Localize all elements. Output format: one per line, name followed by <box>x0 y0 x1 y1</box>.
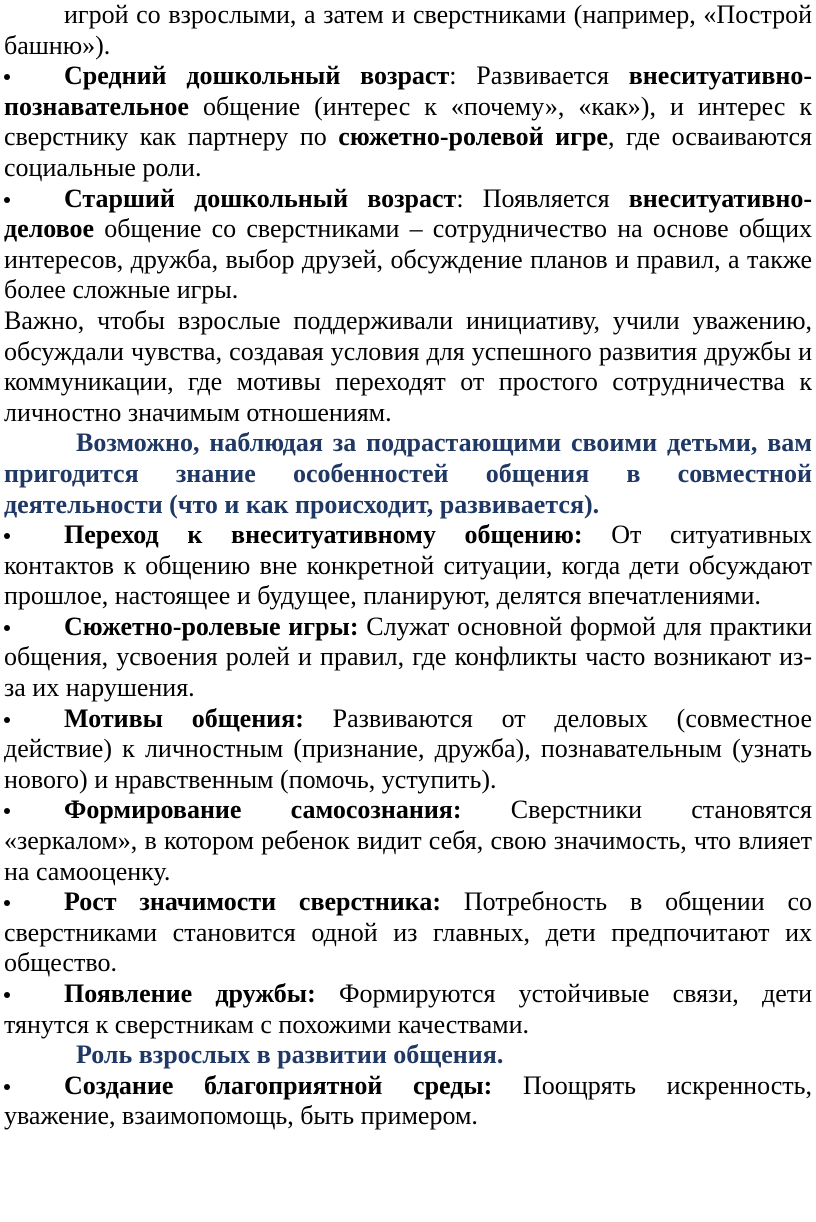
list-item-middle-preschool <box>4 61 812 183</box>
bullet-icon <box>4 74 10 80</box>
list-item-term: Появление дружбы: <box>64 979 316 1008</box>
section-heading: Возможно, наблюдая за подрастающими своими детьми, вам пригодится знание особенностей общения в совместной деятельности (что и как происходит, развивается). <box>4 428 812 519</box>
list-item-text: Формируются устойчивые связи, дети тянутся к сверстникам с похожими качествами. <box>4 979 813 1039</box>
list-item-motives <box>4 704 812 796</box>
list-item-term: Старший дошкольный возраст <box>64 183 457 213</box>
list-item-peer-importance <box>4 887 812 979</box>
list-item-text: , где осваиваются социальные роли. <box>4 122 812 182</box>
list-item-term: Переход к внеситуативному общению: <box>64 520 583 550</box>
bullet-icon <box>4 197 10 203</box>
bullet-icon <box>4 900 10 906</box>
bullet-icon <box>4 992 10 998</box>
list-item-term: Мотивы общения: <box>64 703 304 733</box>
list-item-senior-preschool <box>4 184 812 306</box>
list-item-text: Потребность в общении со сверстниками становится одной из главных, дети предпочитают их общество. <box>4 887 812 978</box>
list-item-role-games <box>4 612 812 704</box>
list-item-text: Поощрять искренность, уважение, взаимопомощь, быть примером. <box>4 1070 812 1131</box>
bullet-icon <box>4 625 10 631</box>
list-item-term: Средний дошкольный возраст <box>64 61 450 91</box>
body-paragraph <box>4 306 812 428</box>
list-item-friendship <box>4 979 812 1040</box>
list-item-text: Служат основной формой для практики общения, усвоения ролей и правил, где конфликты часто возникают из-за их нарушения. <box>4 611 813 703</box>
list-item-self-awareness <box>4 795 812 887</box>
bullet-icon <box>4 717 10 723</box>
list-item-text: : Развивается <box>449 61 629 91</box>
list-item-text: От ситуативных контактов к общению вне конкретной ситуации, когда дети обсуждают прошлое, настоящее и будущее, планируют, делятся впечатлениями. <box>4 520 812 611</box>
paragraph-text: Важно, чтобы взрослые поддерживали инициативу, учили уважению, обсуждали чувства, создавая условия для успешного развития дружбы и коммуникации, где мотивы переходят от простого сотрудничества к личностно значимым отношениям. <box>4 305 812 427</box>
list-item-environment <box>4 1071 812 1132</box>
list-item-term: Формирование самосознания: <box>64 795 462 825</box>
list-item-text: общение (интерес к «почему», «как»), и интерес к сверстнику как партнеру по <box>4 91 812 152</box>
list-item-text: игрой со взрослыми, а затем и сверстниками (например, «Построй башню»). <box>4 0 812 60</box>
list-item-transition <box>4 520 812 612</box>
list-item-text: : Появляется <box>456 183 629 213</box>
list-item-text: Сверстники становятся «зеркалом», в котором ребенок видит себя, свою значимость, что влияет на самооценку. <box>4 795 813 886</box>
list-item-text: общение со сверстниками – сотрудничество на основе общих интересов, дружба, выбор друзей, обсуждение планов и правил, а также более сложные игры. <box>4 214 812 305</box>
bullet-icon <box>4 808 10 814</box>
list-item-emphasis: внеситуативно-познавательное <box>4 61 812 121</box>
list-item-term: Рост значимости сверстника: <box>64 887 442 917</box>
bullet-icon <box>4 533 10 539</box>
list-item-text: Развиваются от деловых (совместное действие) к личностным (признание, дружба), познавательным (узнать нового) и нравственным (помочь, уступить). <box>4 703 812 794</box>
list-item-continuation <box>4 0 812 61</box>
list-item-term: Создание благоприятной среды: <box>64 1070 493 1100</box>
list-item-emphasis: внеситуативно-деловое <box>4 183 812 244</box>
list-item-emphasis: сюжетно-ролевой игре <box>338 122 608 152</box>
section-heading-adults-role: Роль взрослых в развитии общения. <box>76 1040 504 1070</box>
bullet-icon <box>4 1084 10 1090</box>
list-item-term: Сюжетно-ролевые игры: <box>64 611 359 641</box>
